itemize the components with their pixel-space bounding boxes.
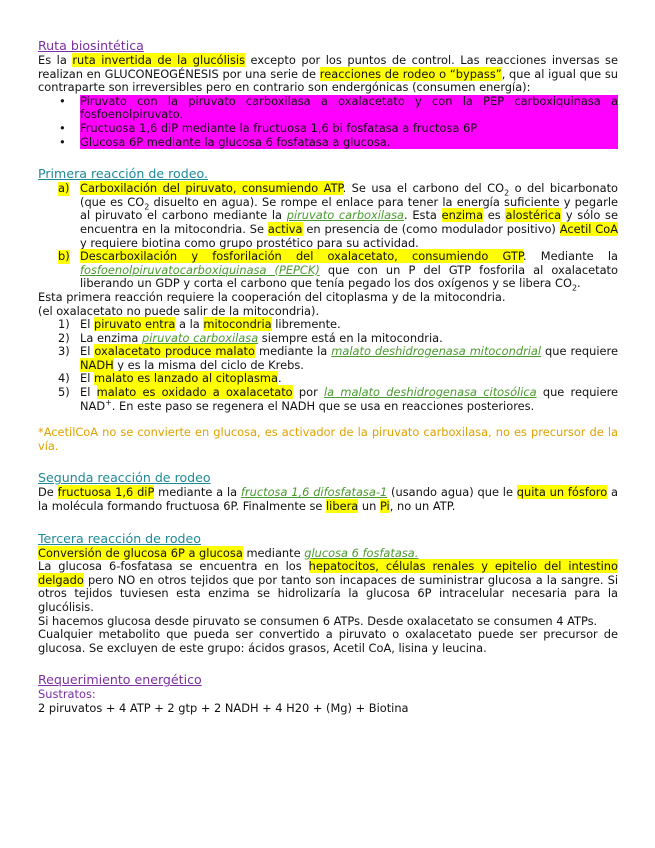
precursor-paragraph: Cualquier metabolito que pueda ser convertido a piruvato o oxalacetato puede ser precursor de glucosa. Se excluyen de este grupo: ácidos grasos, Acetil CoA, lisina y leucina.	[38, 627, 618, 655]
list-item	[38, 332, 618, 346]
text: El	[80, 371, 94, 386]
list-item	[38, 136, 618, 150]
section-title-segunda-reaccion: Segunda reacción de rodeo	[38, 470, 211, 486]
text: pero NO en otros tejidos que por tanto son incapaces de suministrar glucosa a la sangre. Si otros tejidos tuviesen esta enzima se hidrolizaría la glucosa 6P intracelular necesaria para la glucólisis.	[38, 572, 618, 614]
text: y es la misma del ciclo de Krebs.	[113, 357, 304, 372]
text: El	[80, 344, 95, 359]
text: La glucosa 6-fosfatasa se encuentra en los	[38, 559, 309, 574]
list-marker: 5)	[58, 385, 70, 400]
subscript: 2	[144, 202, 150, 212]
text: mediante a la	[154, 485, 241, 500]
list-marker: b)	[58, 249, 70, 264]
highlight: alostérica	[505, 208, 562, 223]
text: que requiere NAD	[80, 385, 619, 413]
enzyme-link: piruvato carboxilasa	[286, 208, 404, 223]
text: disuelto en agua). Se rompe el enlace para tener la energía suficiente y pegarle al piruvato el carbono mediante la	[80, 194, 618, 223]
highlight: mitocondria	[203, 317, 272, 332]
tercera-reaccion-paragraph	[38, 560, 618, 614]
bullet-icon: •	[59, 93, 66, 108]
list-item	[38, 372, 618, 386]
enzyme-link: piruvato carboxilasa	[142, 330, 259, 345]
text: . Se usa el carbono del CO	[342, 181, 505, 196]
highlight: activa	[267, 221, 303, 236]
text: por	[292, 385, 324, 400]
enzyme-link: la malato deshidrogenasa citosólica	[324, 385, 537, 400]
enzyme-link: fosfoenolpiruvatocarboxiquinasa (PEPCK)	[80, 262, 320, 277]
list-item	[38, 386, 618, 413]
highlight: Carboxilación del piruvato, consumiendo ATP	[80, 181, 343, 196]
highlight: enzima	[441, 208, 484, 223]
text: La enzima	[80, 330, 143, 345]
section-title-tercera-reaccion: Tercera reacción de rodeo	[38, 530, 201, 546]
document-page	[38, 38, 618, 716]
superscript: +	[105, 397, 112, 407]
highlight: Pi	[379, 499, 390, 514]
bullet-icon: •	[59, 120, 66, 135]
sustratos-label: Sustratos:	[38, 687, 96, 702]
list-item	[38, 182, 618, 250]
text: . Esta	[403, 208, 442, 223]
text: que requiere	[541, 344, 618, 359]
text: . En este paso se regenera el NADH que se usa en reacciones posteriores.	[111, 398, 535, 413]
list-marker: 4)	[58, 371, 70, 386]
list-marker: 3)	[58, 344, 70, 359]
text: excepto por los puntos de control. Las reacciones inversas se realizan en GLUCONEOGÉNESIS por una serie de	[38, 53, 618, 81]
enzyme-link: malato deshidrogenasa mitocondrial	[331, 344, 542, 359]
highlight: Descarboxilación y fosforilación del oxalacetato, consumiendo GTP	[80, 249, 523, 264]
list-item	[38, 95, 618, 122]
text: El	[80, 317, 94, 332]
text: siempre está en la mitocondria.	[258, 330, 443, 345]
highlight: NADH	[80, 357, 114, 372]
section-title-primera-reaccion: Primera reacción de rodeo.	[38, 166, 208, 182]
text: en presencia de (como modulador positivo)	[302, 221, 560, 236]
text: Es la	[38, 53, 73, 67]
text: (usando agua) que le	[387, 485, 517, 500]
list-item	[38, 345, 618, 372]
text: y sólo se encuentra en la mitocondria. Se	[80, 208, 618, 236]
list-marker: 1)	[58, 317, 70, 332]
section-title-requerimiento: Requerimiento energético	[38, 672, 202, 688]
text: .	[577, 276, 581, 291]
highlight: Conversión de glucosa 6P a glucosa	[38, 545, 243, 560]
sustratos-equation: 2 piruvatos + 4 ATP + 2 gtp + 2 NADH + 4 H20 + (Mg) + Biotina	[38, 700, 409, 715]
highlight: fructuosa 1,6 diP	[57, 485, 155, 500]
text: , que al igual que su contraparte son irreversibles pero en contrario son endergónicas (consumen energía):	[38, 66, 618, 95]
highlight: Acetil CoA	[559, 221, 619, 236]
highlight: ruta invertida de la glucólisis	[72, 53, 246, 67]
list-item	[38, 122, 618, 136]
text: y requiere biotina como grupo prostético para su actividad.	[80, 235, 419, 250]
text: a la molécula formando fructuosa 6P. Finalmente se	[38, 485, 618, 514]
list-marker: a)	[58, 181, 70, 196]
text: mediante	[242, 545, 305, 560]
highlight: malato es oxidado a oxalacetato	[96, 385, 293, 400]
bullet-text: Piruvato con la piruvato carboxilasa a oxalacetato y con la PEP carboxiquinasa a fosfoenolpiruvato.	[80, 93, 618, 122]
subscript: 2	[571, 283, 578, 293]
bypass-list	[38, 95, 618, 149]
enzyme-link: glucosa 6 fosfatasa.	[304, 545, 419, 560]
section-title-ruta-biosintetica: Ruta biosintética	[38, 38, 144, 53]
atp-consumption-line: Si hacemos glucosa desde piruvato se consumen 6 ATPs. Desde oxalacetato se consumen 4 ATPs.	[38, 613, 598, 628]
list-item	[38, 318, 618, 332]
text: libremente.	[271, 317, 341, 332]
highlight: oxalacetato produce malato	[94, 344, 255, 359]
text: un	[358, 499, 380, 514]
text: .	[277, 371, 282, 386]
highlight: hepatocitos, células renales y epitelio del intestino delgado	[38, 559, 618, 587]
highlight: libera	[326, 499, 359, 514]
tercera-reaccion-line	[38, 547, 618, 561]
cooperation-line: Esta primera reacción requiere la cooperación del citoplasma y de la mitocondria.	[38, 289, 506, 304]
text: . Mediante la	[522, 249, 618, 264]
text: que con un P del GTP fosforila al oxalacetato liberando un GDP y corta el carbono que tenía pegado los dos oxígenos y se libera CO	[80, 262, 618, 291]
enzyme-link: fructosa 1,6 difosfatasa-1	[240, 485, 388, 500]
text: , no un ATP.	[389, 499, 456, 514]
acetilcoa-note: *AcetilCoA no se convierte en glucosa, es activador de la piruvato carboxilasa, no es precursor de la vía.	[38, 425, 618, 453]
highlight: malato es lanzado al citoplasma	[93, 371, 278, 386]
list-item	[38, 250, 618, 291]
subscript: 2	[504, 188, 510, 198]
highlight: reacciones de rodeo o “bypass”	[319, 66, 502, 81]
primera-reaccion-list	[38, 182, 618, 291]
text: es	[483, 208, 506, 223]
list-marker: 2)	[58, 330, 70, 345]
bullet-text: Glucosa 6P mediante la glucosa 6 fosfatasa a glucosa.	[80, 136, 618, 150]
bullet-icon: •	[59, 134, 66, 149]
steps-list	[38, 318, 618, 413]
text: El	[80, 385, 97, 400]
text: mediante la	[254, 344, 332, 359]
text: a la	[175, 317, 204, 332]
ruta-biosintetica-paragraph	[38, 54, 618, 95]
text: De	[38, 485, 58, 500]
text: o del bicarbonato (que es CO	[80, 181, 619, 209]
highlight: piruvato entra	[93, 317, 176, 332]
bullet-text: Fructuosa 1,6 diP mediante la fructuosa 1,6 bi fosfatasa a fructosa 6P	[80, 122, 618, 136]
segunda-reaccion-paragraph	[38, 486, 618, 513]
oxalacetato-line: (el oxalacetato no puede salir de la mitocondria).	[38, 303, 320, 318]
highlight: quita un fósforo	[516, 485, 608, 500]
